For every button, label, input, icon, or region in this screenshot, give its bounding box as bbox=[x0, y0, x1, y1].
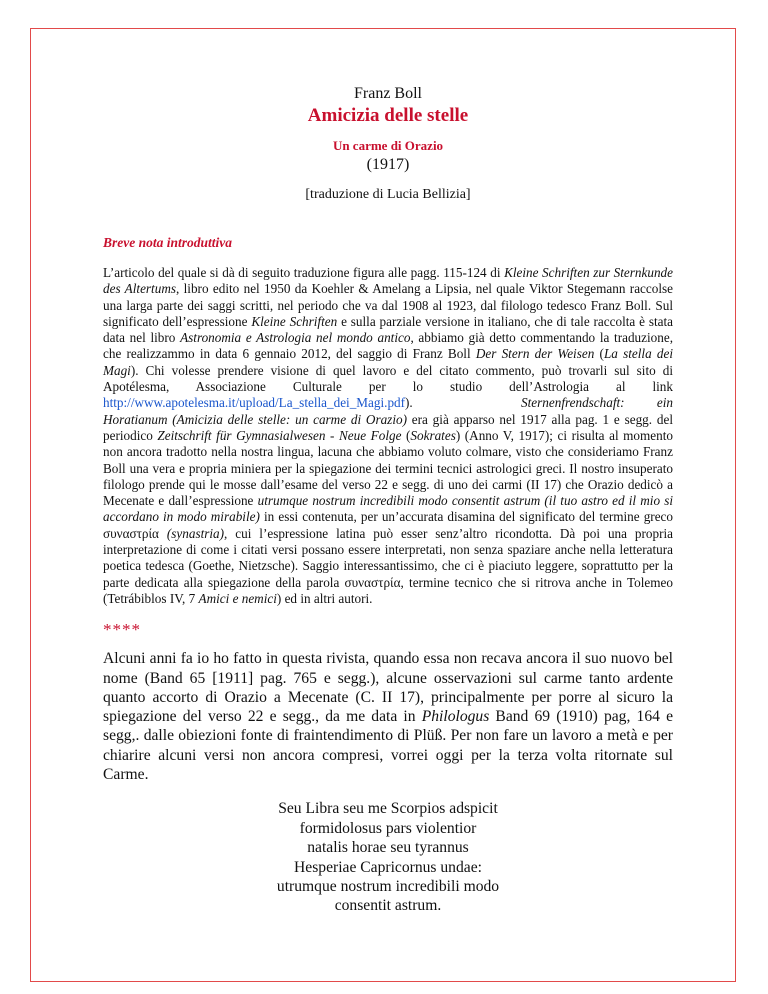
translator-credit: [traduzione di Lucia Bellizia] bbox=[305, 187, 471, 202]
document-page bbox=[30, 28, 736, 982]
verse-line: natalis horae seu tyrannus bbox=[307, 839, 469, 857]
publication-year: (1917) bbox=[366, 156, 410, 173]
main-paragraph: Alcuni anni fa io ho fatto in questa rivista, quando essa non recava ancora il suo nuovo bel nome (Band 65 [1911] pag. 765 e segg.), alcune osservazioni sul carme tanto ardente quanto accorto di Orazio a Mecenate (C. II 17), principalmente per porre al sicuro la spiegazione del verso 22 e segg., da me data in Philologus Band 69 (1910) pag, 164 e segg,. dalle obiezioni fonte di fraintendimento di Plüß. Per non fare un lavoro a metà e per chiarire alcuni versi non ancora compresi, vorrei oggi per la terza volta ritornate sul Carme. bbox=[103, 650, 673, 784]
intro-heading: Breve nota introduttiva bbox=[103, 235, 233, 250]
intro-paragraph: L’articolo del quale si dà di seguito traduzione figura alle pagg. 115-124 di Kleine Schriften zur Sternkunde des Altertums, libro edito nel 1950 da Koehler & Amelang a Lipsia, nel quale Viktor Stegemann raccolse una larga parte dei saggi scritti, nel periodo che va dal 1908 al 1923, dal filologo tedesco Franz Boll. Sul significato dell’espressione Kleine Schriften e sulla parziale versione in italiano, che di tale raccolta è stata data nel libro Astronomia e Astrologia nel mondo antico, abbiamo già detto commentando la traduzione, che realizzammo in data 6 gennaio 2012, del saggio di Franz Boll Der Stern der Weisen (La stella dei Magi). Chi volesse prendere visione di quel lavoro e del citato commento, può trovarli sul sito di Apotélesma, Associazione Culturale per lo studio dell’Astrologia al link http://www.apotelesma.it/upload/La_stella_dei_Magi.pdf). Sternenfrendschaft: ein Horatianum (Amicizia delle stelle: un carme di Orazio) era già apparso nel 1917 alla pag. 1 e segg. del periodico Zeitschrift für Gymnasialwesen - Neue Folge (Sokrates) (Anno V, 1917); ci risulta al momento non ancora tradotto nella nostra lingua, lacuna che abbiamo voluto colmare, visto che consideriamo Franz Boll una vera e propria miniera per la spiegazione dei termini tecnici astrologici greci. Il nostro insuperato filologo prende qui le mosse dall’esame del verso 22 e segg. di uno dei carmi (II 17) che Orazio dedicò a Mecenate e dall’espressione utrumque nostrum incredibili modo consentit astrum (il tuo astro ed il mio si accordano in modo mirabile) in essi contenuta, per un’accurata disamina del significato del termine greco συναστρία (synastria), cui l’espressione latina può esser senz’altro ricondotta. Dà poi una propria interpretazione di come i citati versi possano essere interpretati, non senza spaziare anche nella letteratura poetica tedesca (Goethe, Nietzsche). Saggio interessantissimo, che ci è piaciuto leggere, soprattutto per la parte dedicata alla spiegazione della parola συναστρία, termine tecnico che si ritrova anche in Tolemeo (Tetrábiblos IV, 7 Amici e nemici) ed in altri autori. bbox=[103, 265, 674, 606]
greek-term: συναστρία bbox=[103, 525, 159, 541]
verse-line: Hesperiae Capricornus undae: bbox=[294, 858, 482, 876]
pdf-link[interactable]: http://www.apotelesma.it/upload/La_stella_dei_Magi.pdf bbox=[103, 395, 406, 411]
section-separator: **** bbox=[103, 620, 141, 640]
document-title: Amicizia delle stelle bbox=[307, 105, 469, 126]
author-name: Franz Boll bbox=[354, 85, 422, 102]
verse-line: formidolosus pars violentior bbox=[299, 819, 477, 837]
verse-block bbox=[103, 799, 673, 915]
verse-line: utrumque nostrum incredibili modo bbox=[276, 877, 500, 895]
greek-term: συναστρία bbox=[344, 574, 401, 590]
verse-line: Seu Libra seu me Scorpios adspicit bbox=[278, 800, 498, 818]
verse-line: consentit astrum. bbox=[334, 897, 442, 915]
document-subtitle: Un carme di Orazio bbox=[332, 138, 444, 153]
document-content bbox=[103, 84, 673, 916]
